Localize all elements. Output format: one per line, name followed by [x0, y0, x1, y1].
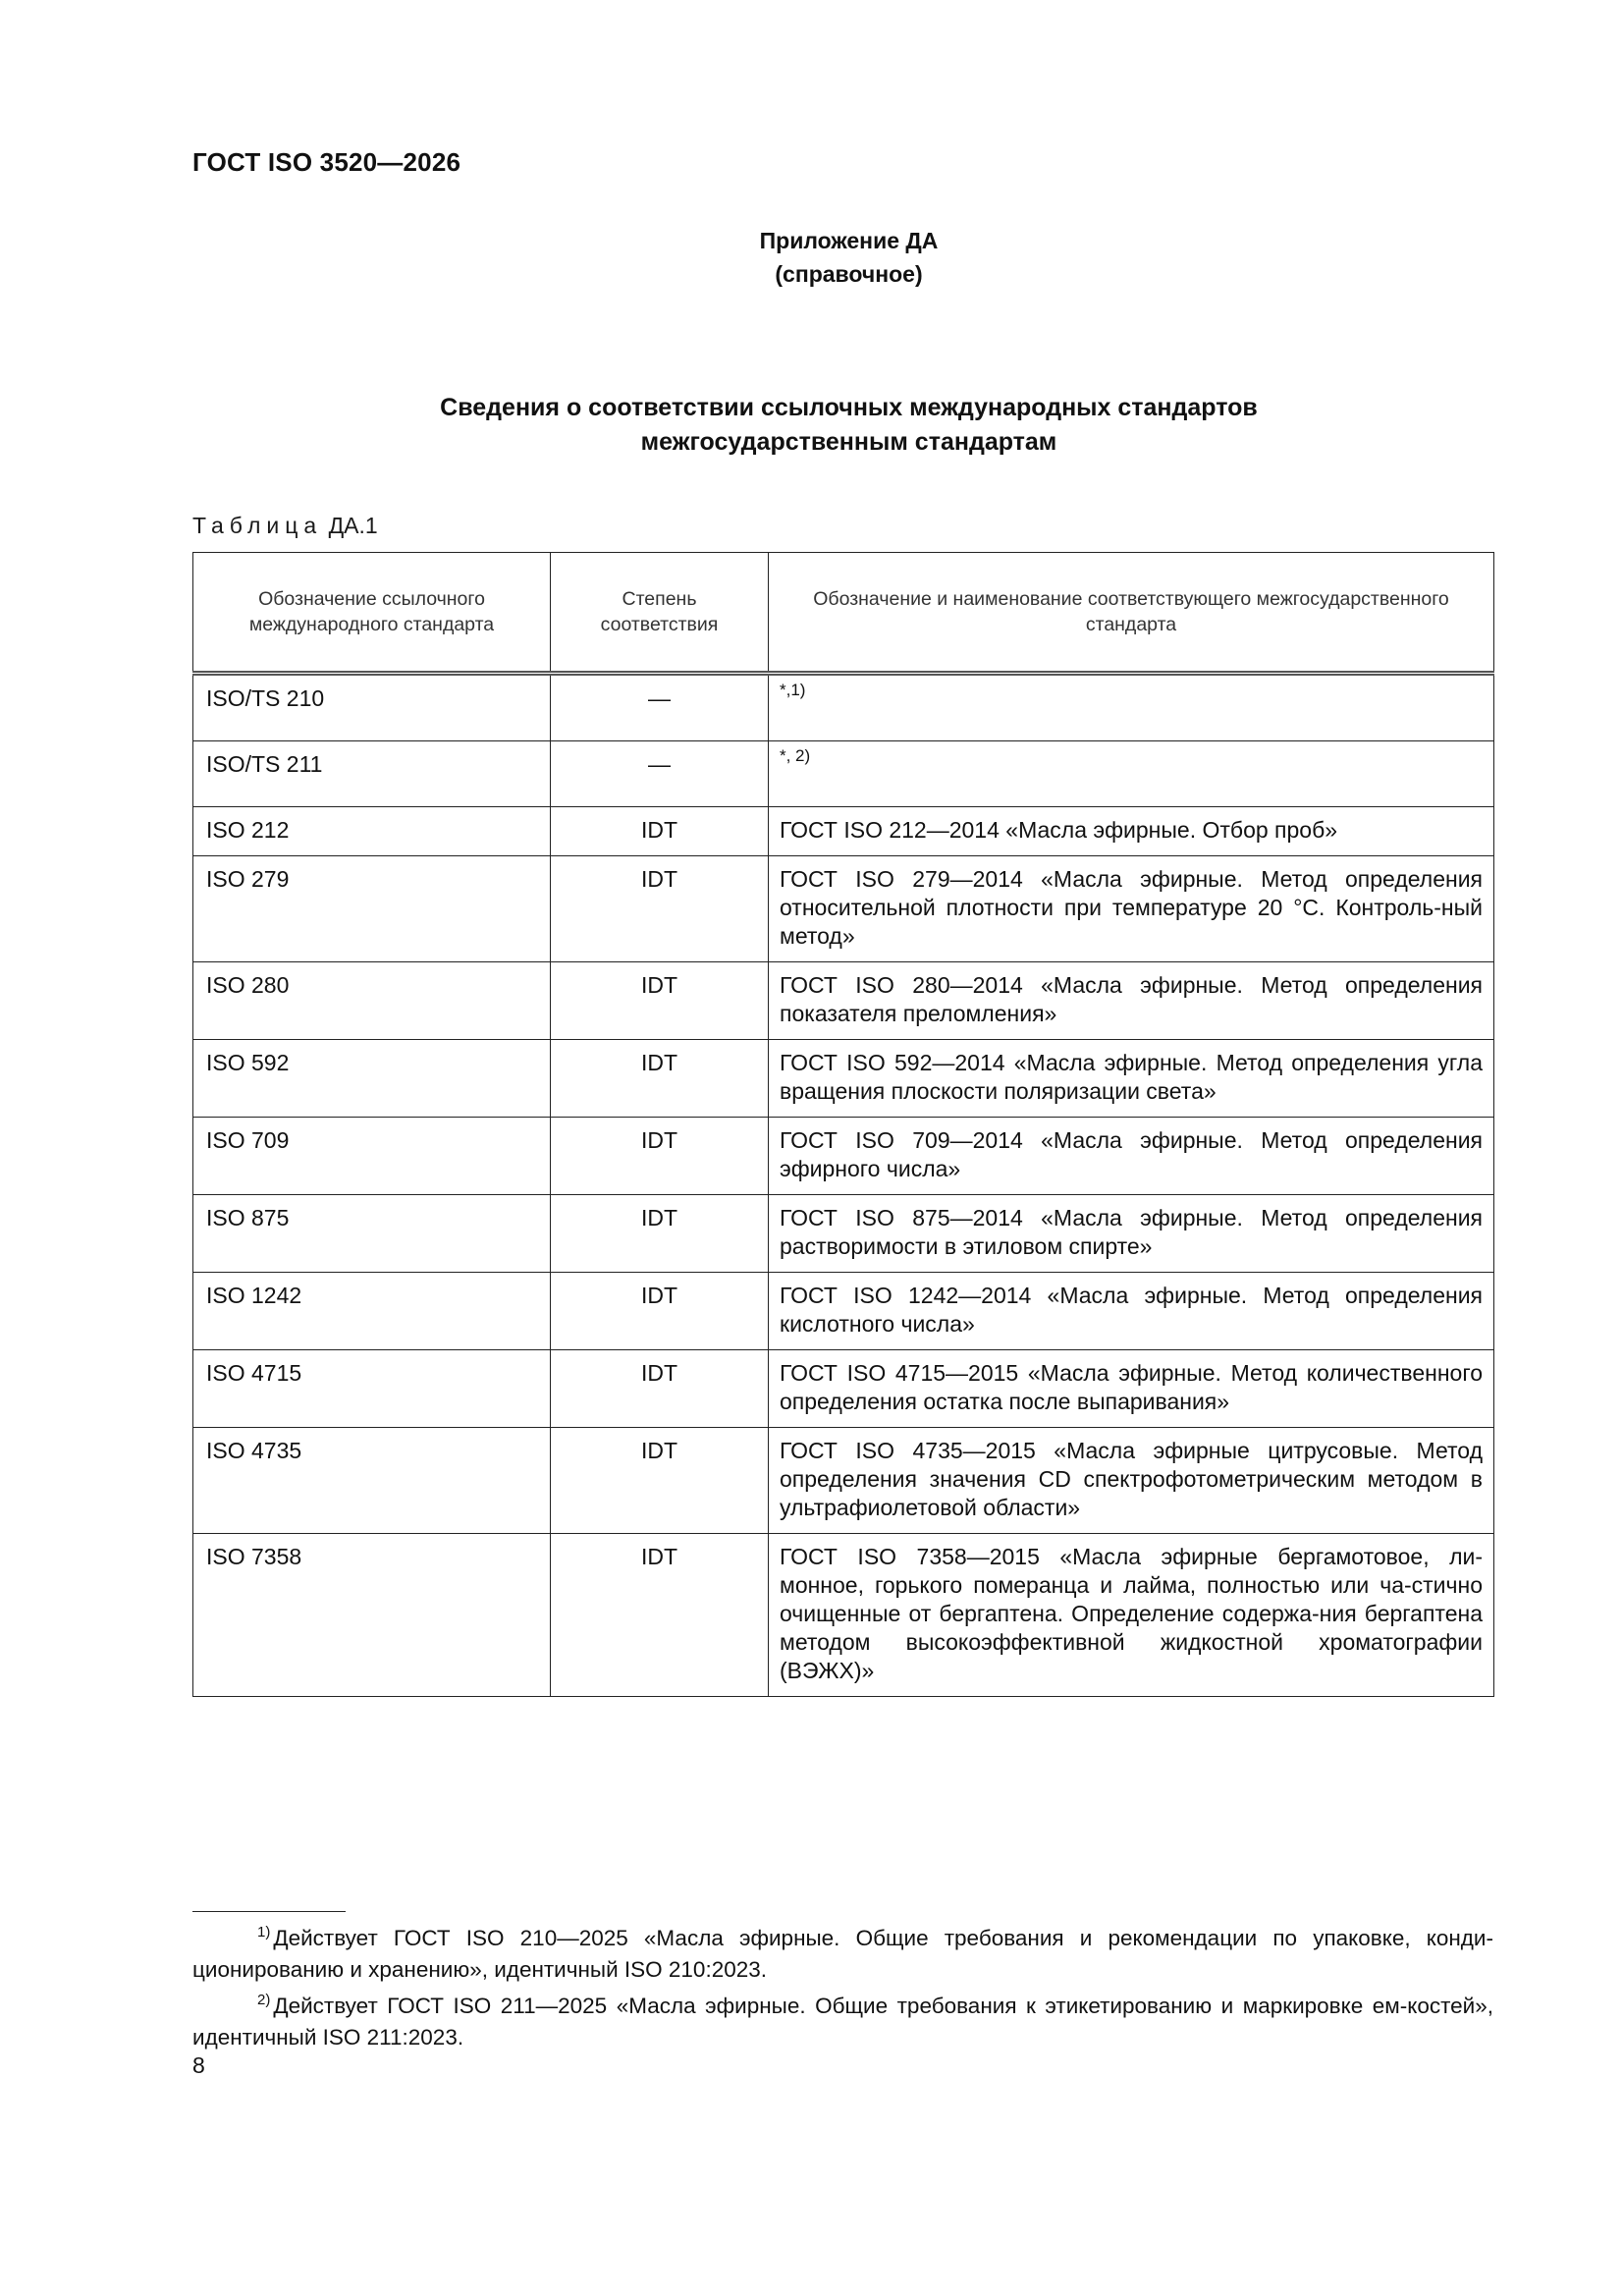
cell-international-standard: ISO/TS 211: [193, 741, 551, 807]
table-row: [193, 1273, 1494, 1350]
table-row: [193, 1534, 1494, 1697]
cell-degree: —: [551, 674, 769, 741]
cell-degree: IDT: [551, 1040, 769, 1118]
table-body: [193, 674, 1494, 1697]
footnote-separator: [192, 1911, 346, 1912]
table-row: [193, 856, 1494, 962]
cell-degree: IDT: [551, 856, 769, 962]
footnote-reference-mark: *,1): [780, 681, 806, 699]
cell-degree: IDT: [551, 1118, 769, 1195]
annex-title: Приложение ДА: [759, 228, 939, 253]
cell-international-standard: ISO 709: [193, 1118, 551, 1195]
document-header: ГОСТ ISO 3520—2026: [192, 147, 461, 177]
table-row: [193, 1118, 1494, 1195]
interstate-standard-text: ГОСТ ISO 7358—2015 «Масла эфирные бергамотовое, ли-монное, горького померанца и лайма, полностью или ча-стично очищенные от бергаптена. Определение содержа-ния бергаптена методом высокоэффективной жидкостной хроматографии (ВЭЖХ)»: [780, 1544, 1483, 1683]
cell-international-standard: ISO 279: [193, 856, 551, 962]
cell-degree: —: [551, 741, 769, 807]
footnote-1-text: Действует ГОСТ ISO 210—2025 «Масла эфирные. Общие требования и рекомендации по упаковке, конди-ционированию и хранению», идентичный ISO 210:2023.: [192, 1926, 1493, 1982]
table-caption: [192, 513, 378, 539]
table-row: [193, 674, 1494, 741]
cell-interstate-standard: [769, 1195, 1494, 1273]
interstate-standard-text: ГОСТ ISO 875—2014 «Масла эфирные. Метод определения растворимости в этиловом спирте»: [780, 1205, 1483, 1259]
interstate-standard-text: ГОСТ ISO 709—2014 «Масла эфирные. Метод определения эфирного числа»: [780, 1127, 1483, 1181]
cell-degree: IDT: [551, 807, 769, 856]
title-line-1: Сведения о соответствии ссылочных международных стандартов: [440, 394, 1258, 421]
table-row: [193, 1350, 1494, 1428]
cell-international-standard: ISO/TS 210: [193, 674, 551, 741]
cell-interstate-standard: [769, 1273, 1494, 1350]
interstate-standard-text: ГОСТ ISO 279—2014 «Масла эфирные. Метод определения относительной плотности при температуре 20 °С. Контроль-ный метод»: [780, 866, 1483, 949]
title-line-2: межгосударственным стандартам: [640, 428, 1057, 456]
cell-interstate-standard: [769, 674, 1494, 741]
cell-degree: IDT: [551, 1195, 769, 1273]
cell-international-standard: ISO 1242: [193, 1273, 551, 1350]
interstate-standard-text: ГОСТ ISO 4715—2015 «Масла эфирные. Метод количественного определения остатка после выпаривания»: [780, 1360, 1483, 1414]
table-row: [193, 962, 1494, 1040]
footnote-reference-mark: *, 2): [780, 746, 811, 765]
cell-degree: IDT: [551, 962, 769, 1040]
correspondence-table-container: [192, 552, 1493, 1697]
table-row: [193, 1195, 1494, 1273]
cell-international-standard: ISO 280: [193, 962, 551, 1040]
interstate-standard-text: ГОСТ ISO 592—2014 «Масла эфирные. Метод определения угла вращения плоскости поляризации света»: [780, 1050, 1483, 1104]
footnote-2-mark: 2): [257, 1992, 271, 2008]
cell-interstate-standard: [769, 1040, 1494, 1118]
table-row: [193, 807, 1494, 856]
table-caption-number: ДА.1: [328, 513, 378, 538]
cell-interstate-standard: [769, 856, 1494, 962]
footnote-2: [192, 1985, 1493, 2053]
table-row: [193, 1428, 1494, 1534]
annex-section-title: [0, 391, 1623, 460]
table-caption-word: Таблица: [192, 513, 323, 538]
cell-interstate-standard: [769, 1350, 1494, 1428]
cell-international-standard: ISO 4735: [193, 1428, 551, 1534]
cell-international-standard: ISO 212: [193, 807, 551, 856]
header-international-standard: Обозначение ссылочного международного стандарта: [193, 553, 551, 674]
cell-interstate-standard: [769, 741, 1494, 807]
cell-interstate-standard: [769, 807, 1494, 856]
footnote-2-text: Действует ГОСТ ISO 211—2025 «Масла эфирные. Общие требования к этикетированию и маркировке ем-костей», идентичный ISO 211:2023.: [192, 1994, 1493, 2050]
cell-degree: IDT: [551, 1534, 769, 1697]
interstate-standard-text: ГОСТ ISO 280—2014 «Масла эфирные. Метод определения показателя преломления»: [780, 972, 1483, 1026]
header-degree-of-correspondence: Степень соответствия: [551, 553, 769, 674]
interstate-standard-text: ГОСТ ISO 1242—2014 «Масла эфирные. Метод определения кислотного числа»: [780, 1283, 1483, 1337]
cell-international-standard: ISO 592: [193, 1040, 551, 1118]
cell-degree: IDT: [551, 1273, 769, 1350]
interstate-standard-text: ГОСТ ISO 212—2014 «Масла эфирные. Отбор проб»: [780, 817, 1338, 843]
header-interstate-standard: Обозначение и наименование соответствующего межгосударственного стандарта: [769, 553, 1494, 674]
correspondence-table: [192, 552, 1494, 1697]
cell-interstate-standard: [769, 962, 1494, 1040]
table-row: [193, 741, 1494, 807]
footnote-1: [192, 1917, 1493, 1986]
interstate-standard-text: ГОСТ ISO 4735—2015 «Масла эфирные цитрусовые. Метод определения значения CD спектрофотометрическим методом в ультрафиолетовой области»: [780, 1438, 1483, 1520]
page-number: 8: [192, 2052, 205, 2078]
cell-interstate-standard: [769, 1118, 1494, 1195]
cell-international-standard: ISO 7358: [193, 1534, 551, 1697]
cell-degree: IDT: [551, 1350, 769, 1428]
annex-heading: [0, 224, 1623, 291]
table-row: [193, 1040, 1494, 1118]
cell-interstate-standard: [769, 1534, 1494, 1697]
footnote-1-mark: 1): [257, 1924, 271, 1941]
cell-international-standard: ISO 875: [193, 1195, 551, 1273]
annex-kind: (справочное): [775, 261, 923, 287]
cell-international-standard: ISO 4715: [193, 1350, 551, 1428]
cell-interstate-standard: [769, 1428, 1494, 1534]
table-header-row: [193, 553, 1494, 674]
cell-degree: IDT: [551, 1428, 769, 1534]
